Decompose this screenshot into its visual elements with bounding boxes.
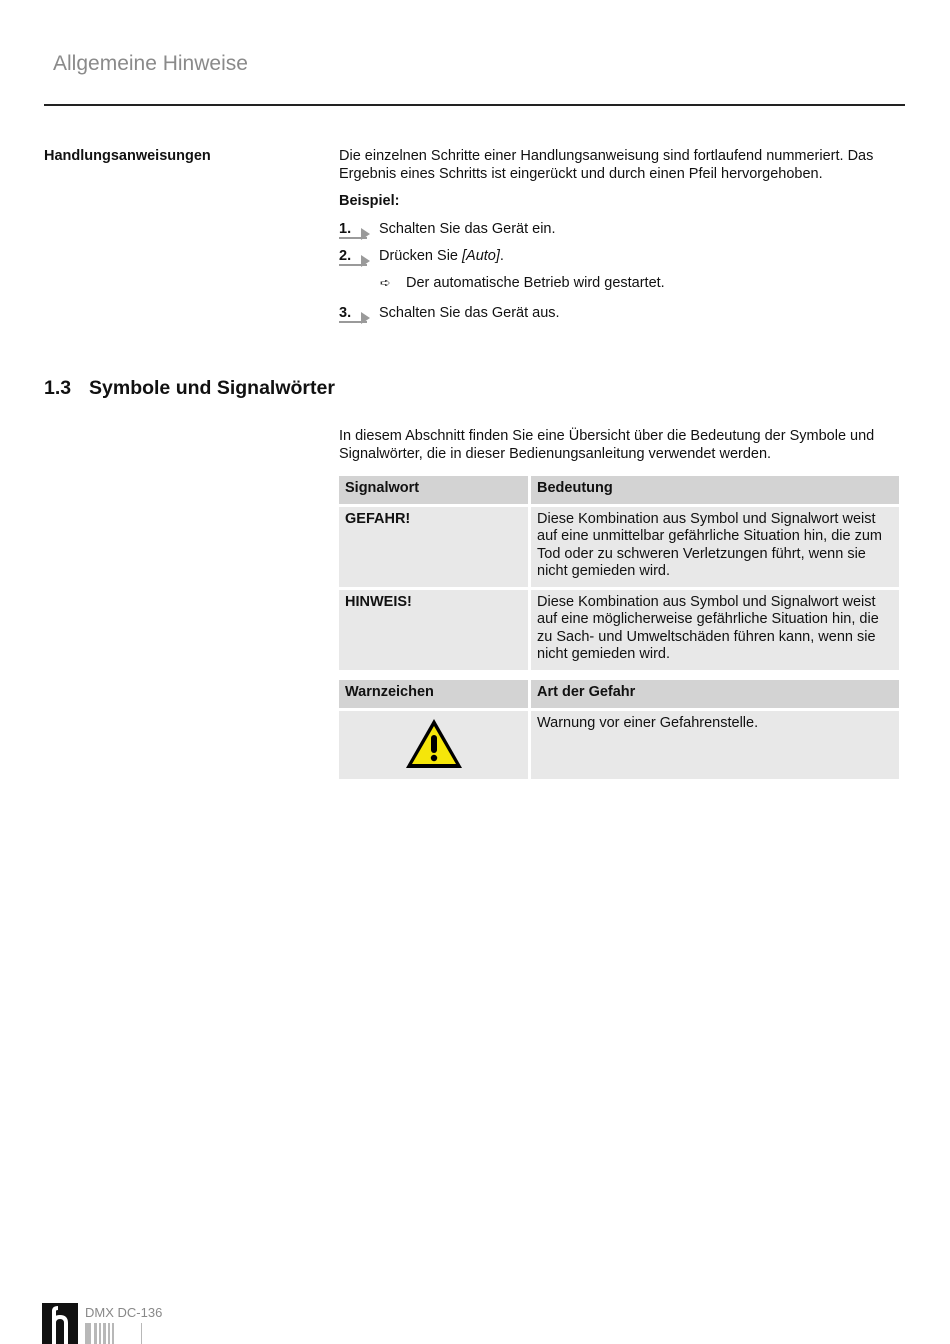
step-arrow-icon [361,228,370,240]
result-arrow-icon: ➪ [380,275,391,290]
step-text-before: Drücken Sie [379,248,463,264]
table-row [339,711,899,779]
table-header-row [339,476,899,504]
step-number: 1. [339,221,352,237]
instructions-side-label: Handlungsanweisungen [44,148,211,164]
signal-meaning: Diese Kombination aus Symbol und Signalwort weist auf eine möglicherweise gefährliche Situation hin, die zu Sach- und Umweltschäden führen kann, wenn sie nicht gemieden wird. [531,590,899,670]
column-header: Warnzeichen [339,680,528,708]
step-arrow-icon [361,255,370,267]
column-header: Signalwort [339,476,528,504]
footer-model-name: DMX DC-136 [85,1305,163,1320]
step-text [379,248,504,264]
instructions-intro: Die einzelnen Schritte einer Handlungsanweisung sind fortlaufend nummeriert. Das Ergebnis eines Schritts ist eingerückt und durch einen Pfeil hervorgehoben. [339,148,874,182]
page-header-title: Allgemeine Hinweise [53,52,248,75]
step-arrow-icon [361,312,370,324]
warning-sign-table [336,677,902,782]
table-row [339,507,899,587]
step-number: 2. [339,248,352,264]
warning-symbol-cell [339,711,528,779]
brand-logo [42,1303,78,1344]
result-text: Der automatische Betrieb wird gestartet. [406,275,665,291]
section-title: Symbole und Signalwörter [89,377,335,399]
table-row [339,590,899,670]
section-number: 1.3 [44,377,72,399]
example-label: Beispiel: [339,193,400,209]
step-text: Schalten Sie das Gerät aus. [379,305,560,321]
table-header-row [339,680,899,708]
step-text-after: . [499,248,504,264]
column-header: Art der Gefahr [531,680,899,708]
footer-barcode-decoration [85,1323,145,1344]
warning-meaning: Warnung vor einer Gefahrenstelle. [531,711,899,779]
section-intro: In diesem Abschnitt finden Sie eine Übersicht über die Bedeutung der Symbole und Signalwörter, die in dieser Bedienungsanleitung verwendet werden. [339,428,875,462]
section-heading [44,377,335,400]
step-text-key: [Auto] [462,248,500,264]
warning-triangle-icon [404,717,464,771]
signal-word: GEFAHR! [339,507,528,587]
signal-meaning: Diese Kombination aus Symbol und Signalwort weist auf eine unmittelbar gefährliche Situation hin, die zum Tod oder zu schweren Verletzungen führt, wenn sie nicht gemieden wird. [531,507,899,587]
step-text: Schalten Sie das Gerät ein. [379,221,556,237]
signal-word-table [336,473,902,673]
brand-logo-mark [42,1303,78,1344]
column-header: Bedeutung [531,476,899,504]
header-divider [44,104,905,106]
step-number: 3. [339,305,352,321]
signal-word: HINWEIS! [339,590,528,670]
